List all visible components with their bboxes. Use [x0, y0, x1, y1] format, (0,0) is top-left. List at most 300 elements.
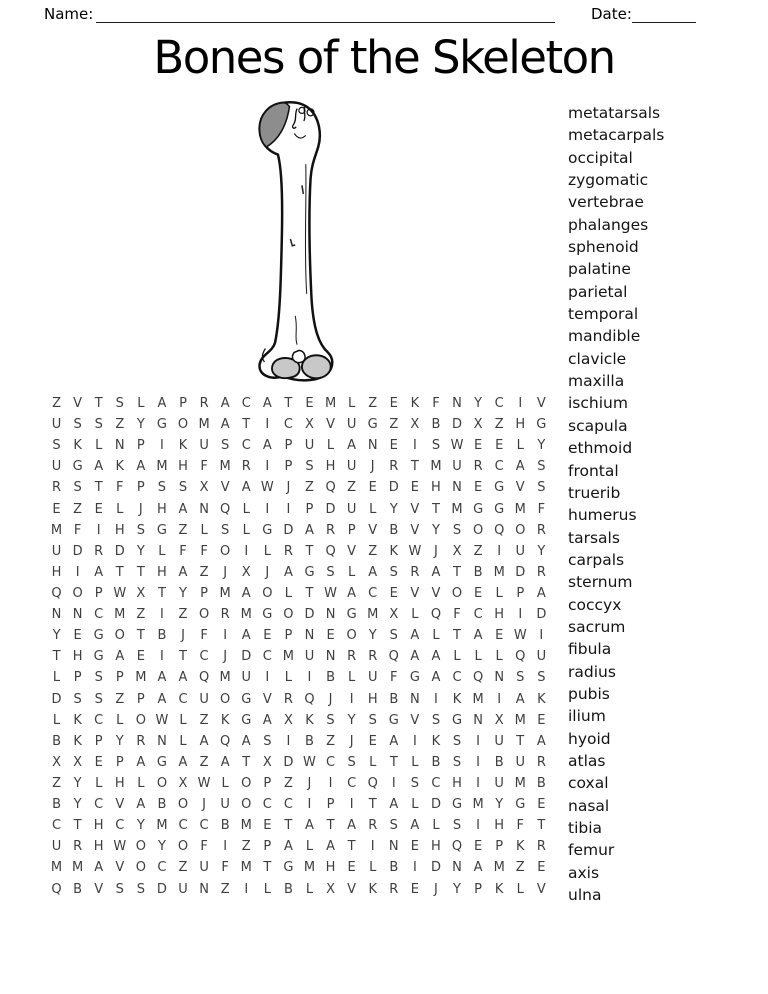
grid-cell[interactable]: G: [304, 564, 315, 580]
grid-cell[interactable]: W: [113, 586, 127, 602]
grid-cell[interactable]: H: [431, 480, 441, 496]
grid-cell[interactable]: T: [73, 818, 82, 834]
grid-cell[interactable]: R: [136, 733, 146, 749]
grid-cell[interactable]: A: [220, 417, 230, 433]
grid-cell[interactable]: B: [536, 776, 546, 792]
grid-cell[interactable]: I: [160, 438, 164, 454]
grid-cell[interactable]: O: [135, 839, 146, 855]
grid-cell[interactable]: F: [200, 839, 208, 855]
grid-cell[interactable]: Y: [136, 417, 145, 433]
grid-cell[interactable]: S: [410, 776, 419, 792]
grid-cell[interactable]: Z: [52, 776, 61, 792]
grid-cell[interactable]: E: [473, 586, 483, 602]
grid-cell[interactable]: X: [305, 417, 314, 433]
grid-cell[interactable]: U: [51, 417, 62, 433]
grid-cell[interactable]: Y: [52, 628, 61, 644]
grid-cell[interactable]: U: [304, 438, 315, 454]
grid-cell[interactable]: W: [113, 839, 127, 855]
grid-cell[interactable]: M: [472, 797, 484, 813]
grid-cell[interactable]: B: [473, 564, 483, 580]
grid-cell[interactable]: A: [241, 628, 251, 644]
grid-cell[interactable]: M: [156, 818, 168, 834]
grid-cell[interactable]: I: [328, 776, 333, 792]
grid-cell[interactable]: F: [221, 860, 229, 876]
grid-cell[interactable]: R: [94, 543, 104, 559]
grid-cell[interactable]: J: [307, 776, 312, 792]
grid-cell[interactable]: Y: [495, 797, 504, 813]
grid-cell[interactable]: R: [536, 564, 546, 580]
grid-cell[interactable]: H: [157, 564, 167, 580]
grid-cell[interactable]: A: [473, 860, 483, 876]
grid-cell[interactable]: D: [114, 543, 125, 559]
grid-cell[interactable]: F: [179, 543, 187, 559]
grid-cell[interactable]: N: [72, 607, 83, 623]
grid-cell[interactable]: T: [242, 754, 251, 770]
grid-cell[interactable]: D: [325, 501, 336, 517]
grid-cell[interactable]: A: [283, 839, 293, 855]
grid-cell[interactable]: Q: [494, 522, 505, 538]
grid-cell[interactable]: V: [262, 691, 272, 707]
grid-cell[interactable]: E: [473, 438, 483, 454]
grid-cell[interactable]: R: [536, 522, 546, 538]
grid-cell[interactable]: N: [157, 733, 167, 749]
grid-cell[interactable]: X: [494, 712, 504, 728]
grid-cell[interactable]: V: [94, 881, 104, 897]
grid-cell[interactable]: O: [220, 543, 231, 559]
grid-cell[interactable]: G: [283, 860, 294, 876]
grid-cell[interactable]: Z: [347, 480, 357, 496]
grid-cell[interactable]: N: [410, 691, 420, 707]
grid-cell[interactable]: A: [431, 564, 441, 580]
grid-cell[interactable]: F: [516, 818, 524, 834]
grid-cell[interactable]: M: [282, 649, 294, 665]
grid-cell[interactable]: Z: [178, 607, 188, 623]
grid-cell[interactable]: M: [514, 776, 526, 792]
grid-cell[interactable]: A: [410, 628, 420, 644]
grid-cell[interactable]: S: [221, 438, 230, 454]
grid-cell[interactable]: T: [516, 733, 525, 749]
grid-cell[interactable]: O: [241, 776, 252, 792]
grid-cell[interactable]: N: [473, 712, 483, 728]
grid-cell[interactable]: E: [389, 586, 398, 602]
grid-cell[interactable]: L: [348, 564, 356, 580]
grid-cell[interactable]: G: [367, 417, 378, 433]
grid-cell[interactable]: W: [155, 712, 169, 728]
grid-cell[interactable]: O: [220, 691, 231, 707]
grid-cell[interactable]: T: [284, 396, 293, 412]
grid-cell[interactable]: E: [347, 860, 356, 876]
grid-cell[interactable]: Z: [115, 417, 125, 433]
grid-cell[interactable]: J: [286, 480, 291, 496]
grid-cell[interactable]: T: [368, 797, 377, 813]
grid-cell[interactable]: I: [497, 543, 502, 559]
grid-cell[interactable]: O: [135, 860, 146, 876]
grid-cell[interactable]: J: [202, 797, 206, 813]
grid-cell[interactable]: W: [303, 754, 316, 770]
grid-cell[interactable]: O: [198, 607, 210, 623]
grid-cell[interactable]: B: [431, 754, 441, 770]
grid-cell[interactable]: E: [473, 480, 483, 496]
grid-cell[interactable]: C: [262, 649, 272, 665]
grid-cell[interactable]: Q: [51, 586, 62, 602]
grid-cell[interactable]: G: [72, 459, 83, 475]
grid-cell[interactable]: H: [178, 459, 188, 475]
grid-cell[interactable]: Z: [326, 733, 335, 749]
grid-cell[interactable]: Y: [115, 733, 124, 749]
grid-cell[interactable]: K: [220, 712, 230, 728]
grid-cell[interactable]: Z: [178, 522, 188, 538]
grid-cell[interactable]: C: [452, 670, 462, 686]
grid-cell[interactable]: B: [305, 733, 314, 749]
grid-cell[interactable]: C: [52, 818, 62, 834]
grid-cell[interactable]: E: [410, 839, 419, 855]
grid-cell[interactable]: G: [494, 480, 505, 496]
grid-cell[interactable]: A: [262, 396, 272, 412]
grid-cell[interactable]: L: [432, 628, 440, 644]
grid-cell[interactable]: A: [536, 733, 546, 749]
grid-cell[interactable]: C: [178, 691, 188, 707]
grid-cell[interactable]: B: [326, 670, 336, 686]
grid-cell[interactable]: O: [72, 586, 83, 602]
grid-cell[interactable]: X: [389, 607, 399, 623]
grid-cell[interactable]: M: [514, 501, 526, 517]
grid-cell[interactable]: I: [265, 501, 270, 517]
grid-cell[interactable]: A: [305, 522, 314, 538]
grid-cell[interactable]: L: [411, 797, 419, 813]
grid-cell[interactable]: Q: [325, 480, 336, 496]
grid-cell[interactable]: H: [93, 818, 104, 834]
grid-cell[interactable]: M: [219, 670, 231, 686]
grid-cell[interactable]: E: [368, 480, 377, 496]
grid-cell[interactable]: S: [516, 670, 525, 686]
grid-cell[interactable]: T: [179, 649, 187, 665]
grid-cell[interactable]: L: [432, 818, 440, 834]
grid-cell[interactable]: L: [95, 776, 103, 792]
grid-cell[interactable]: V: [326, 417, 335, 433]
grid-cell[interactable]: Z: [115, 691, 125, 707]
grid-cell[interactable]: Z: [368, 396, 378, 412]
grid-cell[interactable]: P: [94, 586, 103, 602]
grid-cell[interactable]: S: [326, 564, 335, 580]
grid-cell[interactable]: A: [347, 818, 357, 834]
grid-cell[interactable]: Q: [51, 881, 62, 897]
grid-cell[interactable]: A: [94, 860, 104, 876]
grid-cell[interactable]: L: [369, 501, 377, 517]
grid-cell[interactable]: O: [156, 776, 168, 792]
grid-cell[interactable]: I: [223, 839, 228, 855]
grid-cell[interactable]: R: [536, 754, 546, 770]
grid-cell[interactable]: T: [326, 818, 335, 834]
grid-cell[interactable]: E: [94, 501, 103, 517]
grid-cell[interactable]: G: [262, 522, 273, 538]
grid-cell[interactable]: H: [93, 839, 104, 855]
grid-cell[interactable]: S: [94, 417, 103, 433]
grid-cell[interactable]: T: [136, 628, 145, 644]
grid-cell[interactable]: T: [537, 818, 546, 834]
grid-cell[interactable]: R: [368, 649, 378, 665]
grid-cell[interactable]: A: [515, 691, 525, 707]
grid-cell[interactable]: F: [200, 543, 208, 559]
grid-cell[interactable]: B: [431, 417, 441, 433]
grid-cell[interactable]: I: [412, 733, 417, 749]
grid-cell[interactable]: S: [389, 628, 398, 644]
grid-cell[interactable]: P: [136, 438, 145, 454]
grid-cell[interactable]: A: [220, 754, 230, 770]
grid-cell[interactable]: C: [283, 797, 293, 813]
grid-cell[interactable]: U: [494, 776, 504, 792]
grid-cell[interactable]: B: [220, 818, 230, 834]
grid-cell[interactable]: Z: [199, 754, 209, 770]
grid-cell[interactable]: A: [326, 839, 335, 855]
grid-cell[interactable]: S: [94, 670, 103, 686]
grid-cell[interactable]: Q: [515, 649, 526, 665]
grid-cell[interactable]: T: [157, 586, 166, 602]
grid-cell[interactable]: S: [73, 480, 82, 496]
grid-cell[interactable]: Y: [474, 396, 483, 412]
grid-cell[interactable]: B: [283, 881, 293, 897]
grid-cell[interactable]: J: [138, 501, 143, 517]
grid-cell[interactable]: T: [305, 586, 314, 602]
grid-cell[interactable]: J: [434, 881, 438, 897]
grid-cell[interactable]: G: [515, 797, 526, 813]
grid-cell[interactable]: P: [284, 459, 293, 475]
grid-cell[interactable]: X: [473, 417, 483, 433]
grid-cell[interactable]: U: [536, 649, 547, 665]
grid-cell[interactable]: Y: [179, 586, 187, 602]
grid-cell[interactable]: Q: [472, 670, 484, 686]
grid-cell[interactable]: L: [369, 754, 377, 770]
grid-cell[interactable]: E: [389, 396, 398, 412]
grid-cell[interactable]: D: [283, 754, 294, 770]
grid-cell[interactable]: V: [410, 522, 420, 538]
grid-cell[interactable]: D: [452, 417, 463, 433]
grid-cell[interactable]: Y: [368, 628, 377, 644]
grid-cell[interactable]: S: [115, 881, 124, 897]
grid-cell[interactable]: L: [263, 881, 271, 897]
grid-cell[interactable]: I: [349, 691, 354, 707]
grid-cell[interactable]: A: [220, 396, 230, 412]
grid-cell[interactable]: H: [72, 649, 83, 665]
grid-cell[interactable]: A: [136, 459, 146, 475]
grid-cell[interactable]: V: [347, 881, 357, 897]
grid-cell[interactable]: U: [515, 754, 526, 770]
grid-cell[interactable]: S: [263, 733, 272, 749]
grid-cell[interactable]: H: [114, 522, 125, 538]
grid-cell[interactable]: A: [115, 649, 125, 665]
grid-cell[interactable]: F: [200, 628, 208, 644]
grid-cell[interactable]: S: [537, 670, 546, 686]
grid-cell[interactable]: R: [73, 839, 83, 855]
grid-cell[interactable]: C: [368, 586, 378, 602]
grid-cell[interactable]: T: [263, 860, 272, 876]
grid-cell[interactable]: T: [115, 564, 124, 580]
grid-cell[interactable]: I: [223, 628, 228, 644]
grid-cell[interactable]: H: [515, 417, 526, 433]
grid-cell[interactable]: B: [389, 691, 399, 707]
grid-cell[interactable]: S: [136, 881, 145, 897]
grid-cell[interactable]: Q: [304, 691, 315, 707]
grid-cell[interactable]: Q: [451, 839, 463, 855]
grid-cell[interactable]: Z: [515, 860, 525, 876]
grid-cell[interactable]: P: [200, 586, 208, 602]
grid-cell[interactable]: V: [410, 501, 420, 517]
grid-cell[interactable]: K: [537, 691, 546, 707]
date-blank-line[interactable]: [632, 3, 696, 23]
grid-cell[interactable]: C: [94, 712, 104, 728]
grid-cell[interactable]: A: [283, 564, 293, 580]
grid-cell[interactable]: J: [434, 543, 438, 559]
grid-cell[interactable]: K: [178, 438, 188, 454]
grid-cell[interactable]: L: [95, 438, 103, 454]
grid-cell[interactable]: N: [452, 860, 462, 876]
grid-cell[interactable]: S: [52, 438, 61, 454]
grid-cell[interactable]: L: [305, 881, 314, 897]
grid-cell[interactable]: M: [240, 607, 252, 623]
grid-cell[interactable]: H: [114, 776, 125, 792]
grid-cell[interactable]: I: [160, 649, 164, 665]
grid-cell[interactable]: B: [52, 797, 61, 813]
grid-cell[interactable]: M: [514, 712, 526, 728]
grid-cell[interactable]: S: [431, 712, 441, 728]
grid-cell[interactable]: V: [115, 860, 125, 876]
grid-cell[interactable]: Z: [178, 860, 188, 876]
grid-cell[interactable]: C: [262, 797, 272, 813]
grid-cell[interactable]: A: [389, 797, 399, 813]
grid-cell[interactable]: X: [326, 881, 335, 897]
grid-cell[interactable]: S: [452, 522, 462, 538]
grid-cell[interactable]: L: [369, 860, 377, 876]
grid-cell[interactable]: C: [94, 607, 104, 623]
grid-cell[interactable]: S: [326, 712, 335, 728]
grid-cell[interactable]: V: [220, 480, 230, 496]
grid-cell[interactable]: V: [536, 396, 546, 412]
grid-cell[interactable]: S: [178, 480, 188, 496]
grid-cell[interactable]: I: [75, 564, 80, 580]
grid-cell[interactable]: D: [156, 881, 167, 897]
grid-cell[interactable]: A: [410, 649, 420, 665]
grid-cell[interactable]: G: [241, 712, 252, 728]
grid-cell[interactable]: N: [51, 607, 62, 623]
grid-cell[interactable]: I: [349, 797, 354, 813]
grid-cell[interactable]: S: [221, 522, 230, 538]
grid-cell[interactable]: I: [265, 417, 270, 433]
grid-cell[interactable]: O: [515, 522, 526, 538]
grid-cell[interactable]: X: [452, 543, 462, 559]
grid-cell[interactable]: J: [223, 649, 228, 665]
grid-cell[interactable]: J: [223, 564, 228, 580]
grid-cell[interactable]: O: [177, 797, 189, 813]
grid-cell[interactable]: W: [260, 480, 274, 496]
grid-cell[interactable]: N: [325, 607, 336, 623]
grid-cell[interactable]: A: [262, 438, 272, 454]
grid-cell[interactable]: V: [368, 522, 378, 538]
grid-cell[interactable]: A: [368, 564, 378, 580]
grid-cell[interactable]: C: [94, 797, 104, 813]
grid-cell[interactable]: F: [390, 670, 398, 686]
grid-cell[interactable]: Q: [430, 607, 442, 623]
grid-cell[interactable]: O: [451, 586, 463, 602]
grid-cell[interactable]: A: [178, 670, 188, 686]
grid-cell[interactable]: K: [73, 733, 82, 749]
grid-cell[interactable]: F: [200, 459, 208, 475]
grid-cell[interactable]: L: [411, 754, 419, 770]
grid-cell[interactable]: A: [94, 564, 104, 580]
grid-cell[interactable]: A: [136, 754, 146, 770]
grid-cell[interactable]: A: [536, 586, 546, 602]
grid-cell[interactable]: R: [389, 881, 399, 897]
grid-cell[interactable]: D: [304, 607, 315, 623]
grid-cell[interactable]: S: [537, 480, 546, 496]
grid-cell[interactable]: U: [241, 670, 251, 686]
grid-cell[interactable]: H: [51, 564, 62, 580]
grid-cell[interactable]: I: [96, 522, 101, 538]
grid-cell[interactable]: R: [347, 649, 357, 665]
grid-cell[interactable]: G: [156, 417, 167, 433]
grid-cell[interactable]: W: [197, 776, 211, 792]
grid-cell[interactable]: G: [346, 607, 357, 623]
grid-cell[interactable]: U: [346, 501, 357, 517]
grid-cell[interactable]: O: [262, 586, 273, 602]
grid-cell[interactable]: W: [408, 543, 422, 559]
grid-cell[interactable]: Y: [537, 438, 546, 454]
grid-cell[interactable]: Y: [431, 522, 440, 538]
grid-cell[interactable]: E: [94, 754, 103, 770]
grid-cell[interactable]: U: [51, 839, 62, 855]
grid-cell[interactable]: P: [326, 797, 335, 813]
grid-cell[interactable]: L: [52, 712, 61, 728]
grid-cell[interactable]: N: [199, 501, 209, 517]
name-blank-line[interactable]: [96, 3, 555, 23]
grid-cell[interactable]: A: [473, 628, 483, 644]
grid-cell[interactable]: E: [326, 628, 335, 644]
grid-cell[interactable]: R: [283, 543, 293, 559]
grid-cell[interactable]: M: [240, 860, 252, 876]
grid-cell[interactable]: Z: [283, 776, 293, 792]
grid-cell[interactable]: U: [494, 733, 504, 749]
grid-cell[interactable]: I: [286, 501, 291, 517]
grid-cell[interactable]: P: [263, 839, 272, 855]
grid-cell[interactable]: G: [156, 522, 167, 538]
grid-cell[interactable]: A: [157, 670, 167, 686]
grid-cell[interactable]: R: [389, 459, 399, 475]
grid-cell[interactable]: E: [495, 628, 504, 644]
grid-cell[interactable]: N: [494, 670, 505, 686]
grid-cell[interactable]: Z: [199, 712, 209, 728]
grid-cell[interactable]: A: [347, 438, 357, 454]
grid-cell[interactable]: Y: [347, 712, 356, 728]
grid-cell[interactable]: X: [136, 586, 146, 602]
grid-cell[interactable]: U: [51, 543, 62, 559]
grid-cell[interactable]: R: [220, 607, 230, 623]
grid-cell[interactable]: G: [262, 607, 273, 623]
grid-cell[interactable]: T: [94, 480, 103, 496]
grid-cell[interactable]: B: [389, 860, 399, 876]
grid-cell[interactable]: K: [368, 881, 377, 897]
grid-cell[interactable]: U: [199, 860, 209, 876]
grid-cell[interactable]: F: [116, 480, 124, 496]
grid-cell[interactable]: L: [474, 649, 482, 665]
grid-cell[interactable]: S: [537, 459, 546, 475]
grid-cell[interactable]: B: [157, 628, 167, 644]
grid-cell[interactable]: S: [94, 691, 103, 707]
grid-cell[interactable]: M: [135, 670, 147, 686]
grid-cell[interactable]: H: [494, 818, 505, 834]
grid-cell[interactable]: S: [452, 733, 462, 749]
grid-cell[interactable]: C: [494, 396, 504, 412]
grid-cell[interactable]: T: [410, 459, 419, 475]
grid-cell[interactable]: U: [346, 459, 357, 475]
grid-cell[interactable]: J: [328, 691, 333, 707]
